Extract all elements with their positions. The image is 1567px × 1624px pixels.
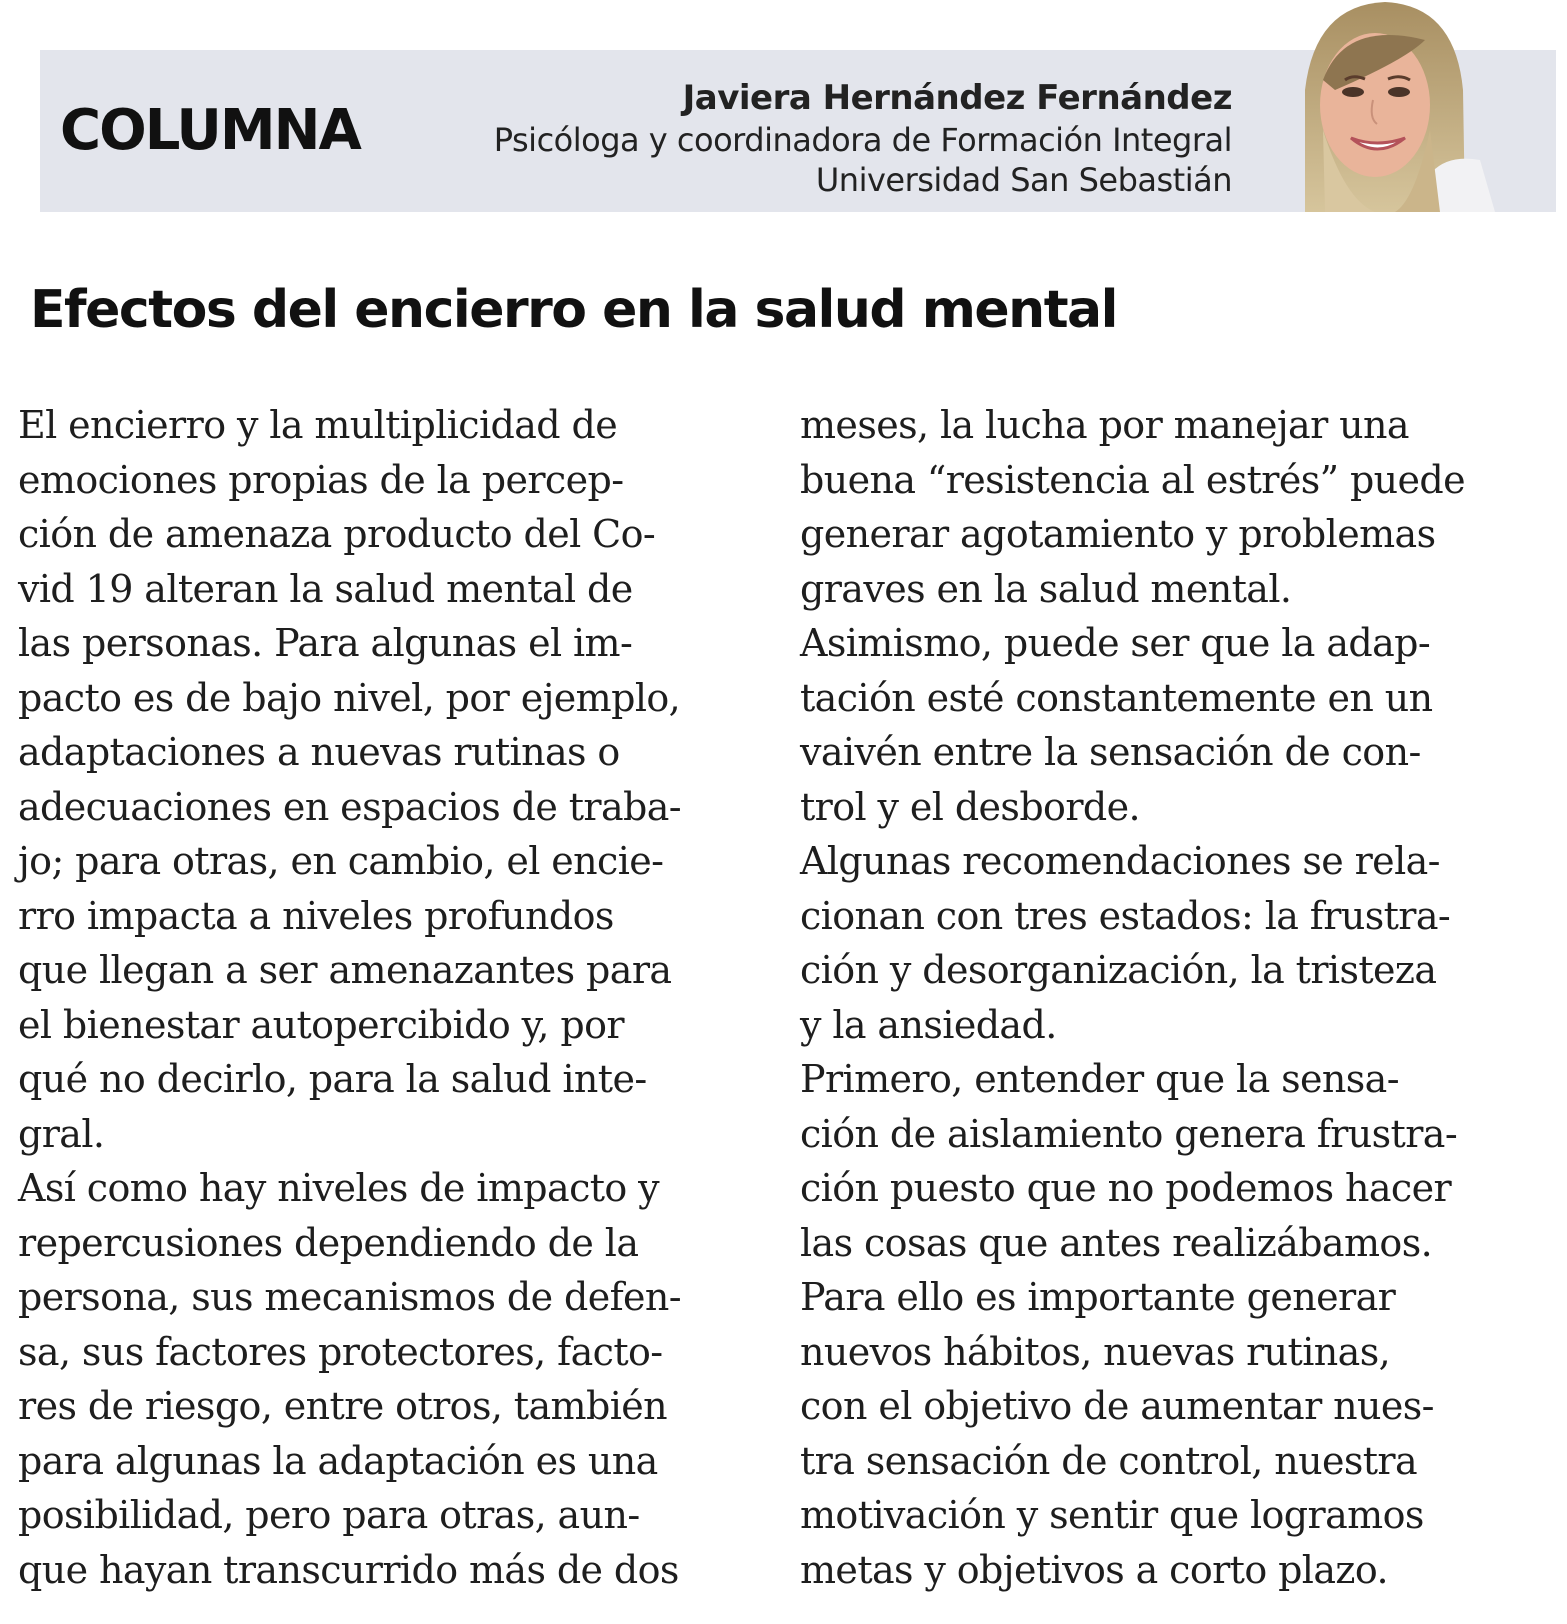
- text-line: El encierro y la multiplicidad de: [18, 403, 618, 447]
- text-line: rro impacta a niveles profundos: [18, 893, 614, 938]
- text-line: buena “resistencia al estrés” puede: [800, 457, 1466, 502]
- text-line: vaivén entre la sensación de con-: [800, 730, 1421, 774]
- author-block: [494, 76, 1232, 200]
- text-line: que llegan a ser amenazantes para: [18, 948, 672, 992]
- text-line: persona, sus mecanismos de defen-: [18, 1275, 682, 1319]
- author-name: Javiera Hernández Fernández: [682, 78, 1232, 118]
- text-line: ción de amenaza producto del Co-: [18, 512, 656, 556]
- text-line: qué no decirlo, para la salud inte-: [18, 1057, 647, 1101]
- text-line: meses, la lucha por manejar una: [800, 403, 1409, 447]
- author-portrait: [1265, 0, 1495, 212]
- text-line: ción puesto que no podemos hacer: [800, 1166, 1452, 1210]
- text-line: Algunas recomendaciones se rela-: [800, 839, 1440, 883]
- text-line: Primero, entender que la sensa-: [800, 1057, 1399, 1101]
- text-line: emociones propias de la percep-: [18, 457, 624, 502]
- text-line: las cosas que antes realizábamos.: [800, 1220, 1433, 1265]
- text-line: pacto es de bajo nivel, por ejemplo,: [18, 675, 681, 720]
- text-line: y la ansiedad.: [800, 1002, 1057, 1047]
- text-line: metas y objetivos a corto plazo.: [800, 1547, 1388, 1592]
- text-line: res de riesgo, entre otros, también: [18, 1384, 668, 1428]
- text-line: ción de aislamiento genera frustra-: [800, 1111, 1458, 1156]
- section-label: COLUMNA: [60, 98, 360, 163]
- text-line: jo; para otras, en cambio, el encie-: [18, 839, 664, 883]
- text-line: motivación y sentir que logramos: [800, 1493, 1424, 1537]
- text-line: con el objetivo de aumentar nues-: [800, 1384, 1434, 1428]
- text-line: que hayan transcurrido más de dos: [18, 1547, 679, 1592]
- text-line: el bienestar autopercibido y, por: [18, 1002, 624, 1047]
- text-line: Así como hay niveles de impacto y: [18, 1166, 660, 1210]
- text-line: adecuaciones en espacios de traba-: [18, 784, 682, 829]
- text-line: repercusiones dependiendo de la: [18, 1220, 639, 1265]
- text-line: adaptaciones a nuevas rutinas o: [18, 730, 620, 774]
- text-line: cionan con tres estados: la frustra-: [800, 893, 1451, 938]
- text-line: graves en la salud mental.: [800, 566, 1292, 611]
- text-line: ción y desorganización, la tristeza: [800, 948, 1437, 992]
- text-line: posibilidad, pero para otras, aun-: [18, 1493, 640, 1537]
- text-line: trol y el desborde.: [800, 784, 1140, 829]
- text-line: tación esté constantemente en un: [800, 675, 1433, 720]
- article-left-column: [18, 398, 748, 1597]
- text-line: Asimismo, puede ser que la adap-: [800, 621, 1431, 665]
- text-line: gral.: [18, 1111, 105, 1156]
- author-role: Psicóloga y coordinadora de Formación Integral: [493, 121, 1232, 159]
- article-right-column: [800, 398, 1540, 1597]
- article-title: Efectos del encierro en la salud mental: [30, 280, 1117, 340]
- author-portrait-illustration: [1265, 0, 1495, 212]
- text-line: tra sensación de control, nuestra: [800, 1438, 1418, 1483]
- text-line: las personas. Para algunas el im-: [18, 621, 633, 665]
- text-line: nuevos hábitos, nuevas rutinas,: [800, 1329, 1391, 1374]
- text-line: para algunas la adaptación es una: [18, 1438, 658, 1483]
- text-line: generar agotamiento y problemas: [800, 512, 1436, 556]
- text-line: Para ello es importante generar: [800, 1275, 1396, 1319]
- text-line: sa, sus factores protectores, facto-: [18, 1329, 663, 1374]
- text-line: vid 19 alteran la salud mental de: [18, 566, 633, 611]
- author-organization: Universidad San Sebastián: [815, 161, 1232, 199]
